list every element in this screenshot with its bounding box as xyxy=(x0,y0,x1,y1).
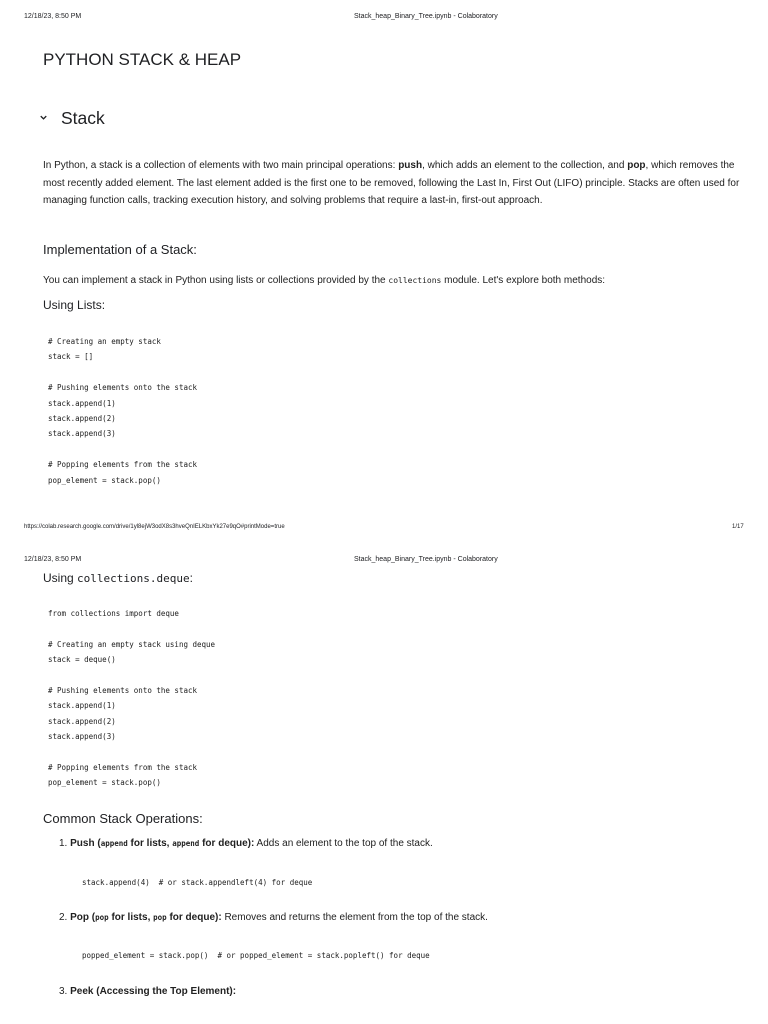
print-doc-title: Stack_heap_Binary_Tree.ipynb - Colaboratory xyxy=(354,13,498,20)
print-datetime: 12/18/23, 8:50 PM xyxy=(24,13,82,20)
list-number: 2. xyxy=(59,912,68,923)
using-deque-colon: : xyxy=(189,571,193,585)
op-label: for deque): xyxy=(166,912,222,923)
code-block-lists: # Creating an empty stack stack = [] # Pushing elements onto the stack stack.append(1) stack.append(2) stack.append(3) # Popping elements from the stack pop_element = stack.pop() xyxy=(48,337,198,485)
chevron-down-icon[interactable] xyxy=(38,112,49,123)
impl-heading: Implementation of a Stack: xyxy=(43,242,197,257)
section-toggle[interactable] xyxy=(38,108,158,128)
impl-text-2: module. Let's explore both methods: xyxy=(441,275,606,286)
impl-text-1: You can implement a stack in Python using lists or collections provided by the xyxy=(43,275,389,286)
print-datetime: 12/18/23, 8:50 PM xyxy=(24,556,82,563)
list-number: 3. xyxy=(59,986,68,997)
using-deque-text: Using xyxy=(43,571,78,585)
op-description: Adds an element to the top of the stack. xyxy=(254,838,433,849)
op-push-item xyxy=(59,838,433,849)
op-peek-item xyxy=(59,986,236,997)
intro-text-2: , which adds an element to the collection, and xyxy=(422,160,628,171)
op-label: for deque): xyxy=(199,838,255,849)
op-description: Removes and returns the element from the top of the stack. xyxy=(221,912,488,923)
inline-code-deque: collections.deque xyxy=(77,572,190,585)
inline-code-collections: collections xyxy=(388,276,442,285)
op-label: Peek (Accessing the Top Element): xyxy=(70,986,237,997)
print-doc-title: Stack_heap_Binary_Tree.ipynb - Colaboratory xyxy=(354,556,498,563)
print-footer-url: https://colab.research.google.com/drive/1yl8ejW3odX8s3hveQnIELKbxYk27e9qO#printMode=true xyxy=(24,524,285,530)
code-pop: popped_element = stack.pop() # or popped_element = stack.popleft() for deque xyxy=(82,951,430,960)
intro-push: push xyxy=(398,160,423,171)
inline-code: append xyxy=(172,839,200,848)
ops-heading: Common Stack Operations: xyxy=(43,811,203,826)
inline-code: pop xyxy=(95,913,109,922)
op-label: for lists, xyxy=(127,838,173,849)
code-block-deque: from collections import deque # Creating an empty stack using deque stack = deque() # Pushing elements onto the stack stack.append(1) stack.append(2) stack.append(3) # Popping elements from the stack pop_element = stack.pop() xyxy=(48,609,216,788)
intro-pop: pop xyxy=(627,160,646,171)
using-lists-heading: Using Lists: xyxy=(43,298,106,312)
impl-paragraph xyxy=(43,272,605,290)
inline-code: append xyxy=(100,839,128,848)
op-label: Pop ( xyxy=(70,912,96,923)
inline-code: pop xyxy=(153,913,167,922)
op-label: Push ( xyxy=(70,838,101,849)
print-page-number: 1/17 xyxy=(732,524,744,530)
section-title: Stack xyxy=(61,108,105,128)
intro-text-1: In Python, a stack is a collection of elements with two main principal operations: xyxy=(43,160,399,171)
list-number: 1. xyxy=(59,838,68,849)
op-pop-item xyxy=(59,912,488,923)
page-title: PYTHON STACK & HEAP xyxy=(43,50,242,69)
op-label: for lists, xyxy=(108,912,154,923)
using-deque-heading xyxy=(43,571,193,585)
intro-text-3: , which removes the most recently added element. The last element added is the first one to be removed, following the Last In, First Out (LIFO) principle. Stacks are often used for managing function calls, tracking execution history, and solving problems that require a last-in, first-out approach. xyxy=(43,160,740,206)
stack-intro-paragraph xyxy=(43,157,743,210)
code-push: stack.append(4) # or stack.appendleft(4) for deque xyxy=(82,878,313,887)
